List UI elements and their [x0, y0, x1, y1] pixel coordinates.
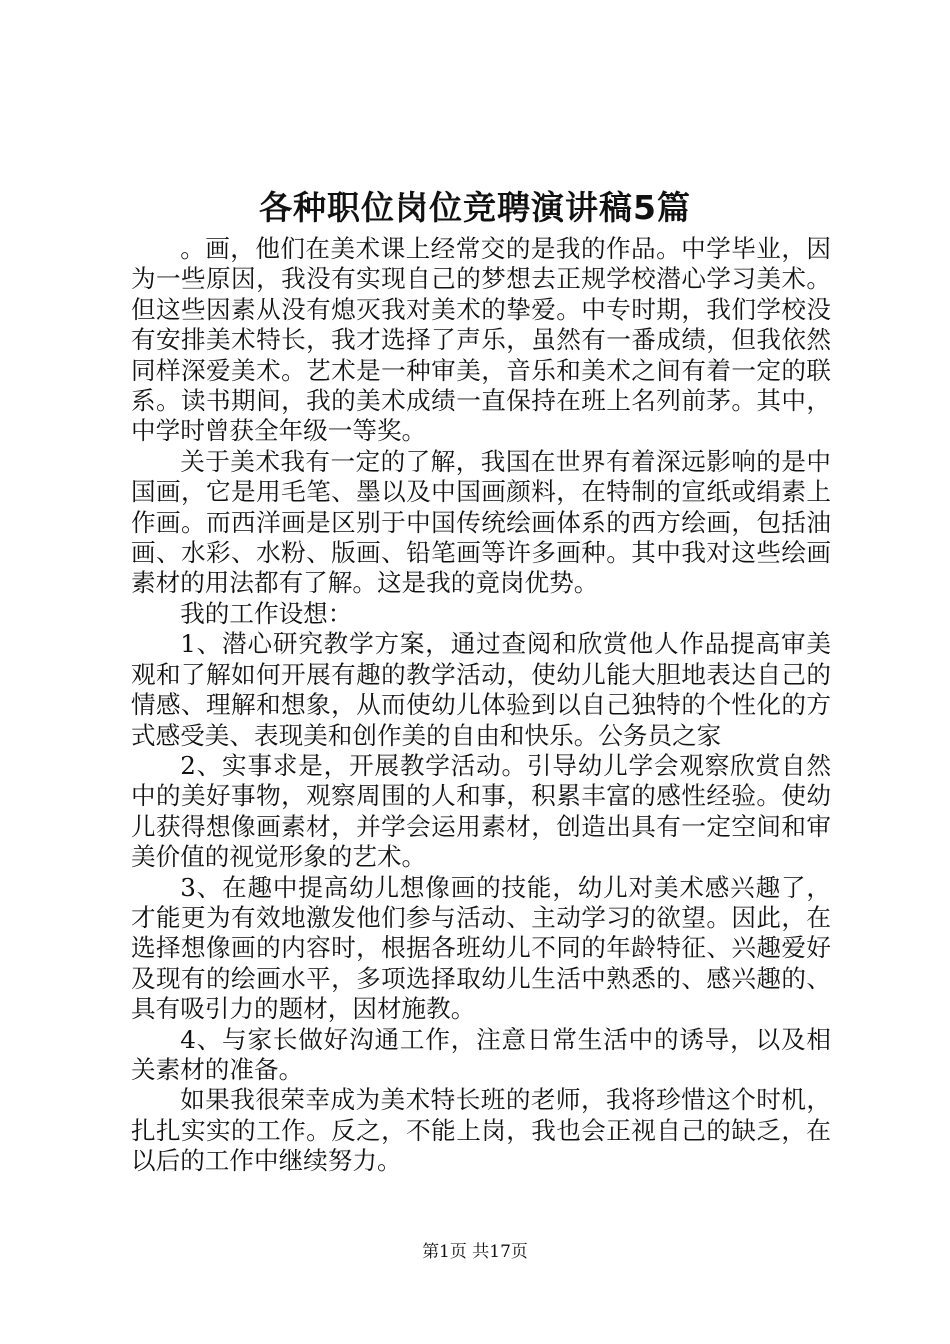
document-body [131, 234, 831, 1177]
paragraph-7: 4、与家长做好沟通工作，注意日常生活中的诱导，以及相关素材的准备。 [131, 1024, 831, 1084]
paragraph-5: 2、实事求是，开展教学活动。引导幼儿学会观察欣赏自然中的美好事物，观察周围的人和事，积累丰富的感性经验。使幼儿获得想像画素材，并学会运用素材，创造出具有一定空间和审美价值的视觉形象的艺术。 [131, 750, 831, 872]
paragraph-1: 。画，他们在美术课上经常交的是我的作品。中学毕业，因为一些原因，我没有实现自己的梦想去正规学校潜心学习美术。但这些因素从没有熄灭我对美术的挚爱。中专时期，我们学校没有安排美术特长，我才选择了声乐，虽然有一番成绩，但我依然同样深爱美术。艺术是一种审美，音乐和美术之间有着一定的联系。读书期间，我的美术成绩一直保持在班上名列前茅。其中，中学时曾获全年级一等奖。 [131, 234, 831, 446]
page-number-footer: 第1页 共17页 [422, 1242, 528, 1262]
paragraph-3: 我的工作设想： [180, 598, 353, 628]
document-title: 各种职位岗位竞聘演讲稿5篇 [259, 188, 691, 227]
paragraph-8: 如果我很荣幸成为美术特长班的老师，我将珍惜这个时机，扎扎实实的工作。反之，不能上岗，我也会正视自己的缺乏，在以后的工作中继续努力。 [131, 1085, 831, 1176]
paragraph-2: 关于美术我有一定的了解，我国在世界有着深远影响的是中国画，它是用毛笔、墨以及中国画颜料，在特制的宣纸或绢素上作画。而西洋画是区别于中国传统绘画体系的西方绘画，包括油画、水彩、水粉、版画、铅笔画等许多画种。其中我对这些绘画素材的用法都有了解。这是我的竟岗优势。 [131, 446, 831, 598]
paragraph-6: 3、在趣中提高幼儿想像画的技能，幼儿对美术感兴趣了，才能更为有效地激发他们参与活动、主动学习的欲望。因此，在选择想像画的内容时，根据各班幼儿不同的年龄特征、兴趣爱好及现有的绘画水平，多项选择取幼儿生活中熟悉的、感兴趣的、具有吸引力的题材，因材施教。 [131, 872, 831, 1024]
paragraph-4: 1、潜心研究教学方案，通过查阅和欣赏他人作品提高审美观和了解如何开展有趣的教学活动，使幼儿能大胆地表达自己的情感、理解和想象，从而使幼儿体验到以自己独特的个性化的方式感受美、表现美和创作美的自由和快乐。公务员之家 [131, 629, 831, 750]
